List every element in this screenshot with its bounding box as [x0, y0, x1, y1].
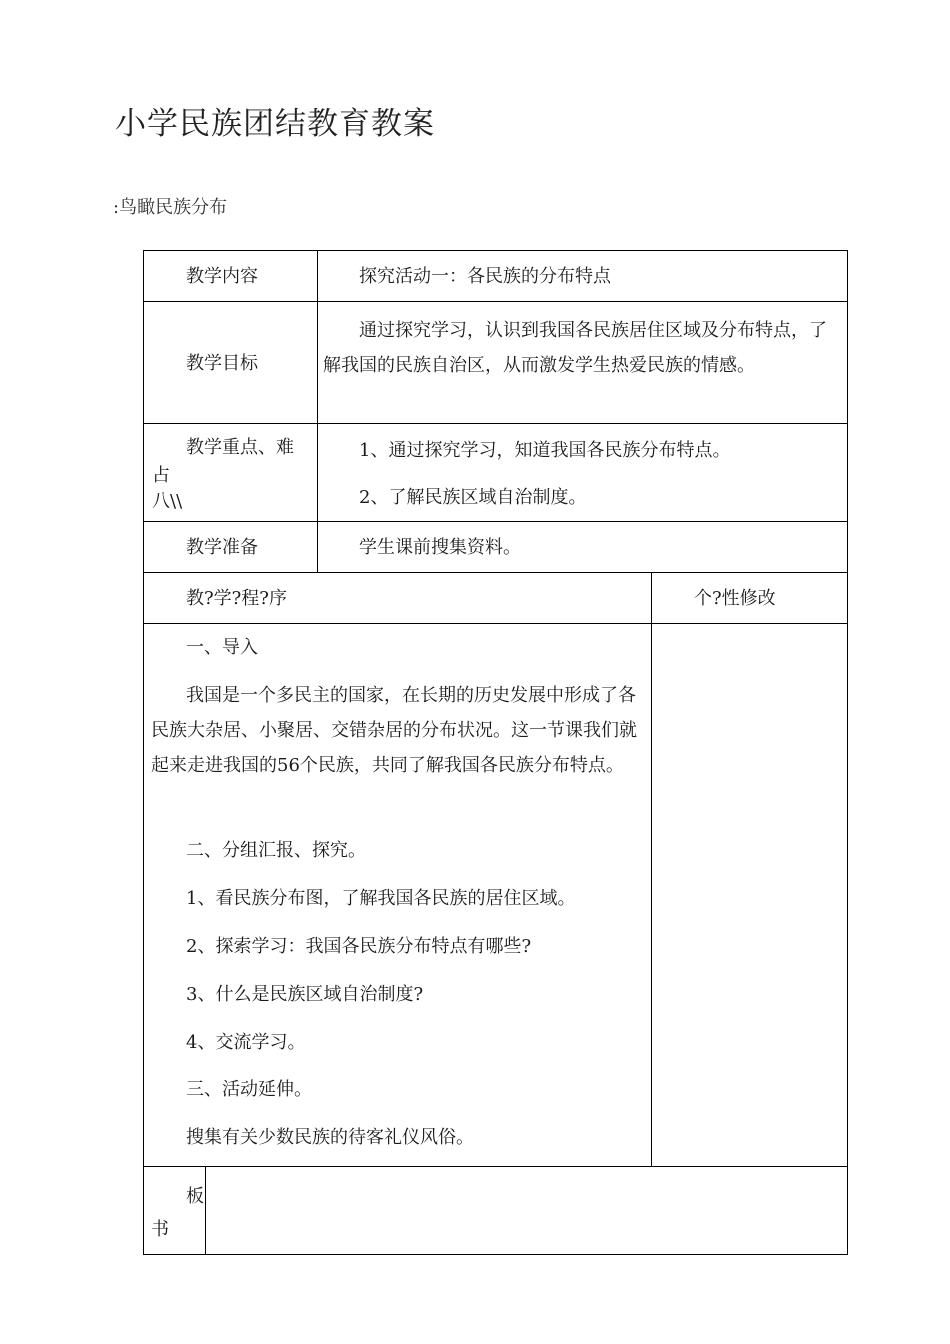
key-label-line1: 教学重点、难 [186, 437, 294, 458]
content-label: 教学内容 [186, 266, 258, 287]
board-label-line2: 书 [151, 1219, 169, 1240]
row-divider [143, 623, 848, 624]
table-border-left [143, 250, 144, 1255]
goal-value: 通过探究学习，认识到我国各民族居住区域及分布特点，了解我国的民族自治区，从而激发学生热爱民族的情感。 [323, 320, 827, 376]
procedure-paragraph-extension: 搜集有关少数民族的待客礼仪风俗。 [186, 1127, 474, 1148]
table-border-bottom [143, 1254, 848, 1255]
content-value: 探究活动一：各民族的分布特点 [359, 266, 611, 287]
procedure-header: 教?学?程?序 [186, 588, 287, 609]
key-point-2: 2、了解民族区域自治制度。 [359, 487, 587, 508]
lesson-plan-table [143, 250, 848, 1255]
row-divider [143, 423, 848, 424]
goal-label: 教学目标 [186, 353, 258, 374]
label-column-divider [317, 250, 318, 573]
board-column-divider [205, 1166, 206, 1255]
procedure-section-intro: 一、导入 [186, 637, 258, 658]
row-divider [143, 1166, 848, 1167]
board-label-line1: 板 [186, 1186, 204, 1207]
procedure-item: 2、探索学习：我国各民族分布特点有哪些? [186, 936, 532, 957]
procedure-section-extension: 三、活动延伸。 [186, 1079, 312, 1100]
procedure-column-divider [651, 572, 652, 1167]
table-border-right [847, 250, 848, 1255]
procedure-item: 3、什么是民族区域自治制度? [186, 984, 424, 1005]
key-label-line3: 八\\ [152, 491, 183, 512]
key-label-line2: 占 [152, 465, 170, 486]
key-point-1: 1、通过探究学习，知道我国各民族分布特点。 [359, 440, 731, 461]
procedure-section-report: 二、分组汇报、探究。 [186, 840, 366, 861]
page-title: 小学民族团结教育教案 [115, 106, 435, 142]
prep-value: 学生课前搜集资料。 [359, 537, 521, 558]
table-border-top [143, 250, 848, 251]
procedure-item: 1、看民族分布图，了解我国各民族的居住区域。 [186, 888, 576, 909]
page-subtitle: :鸟瞰民族分布 [113, 197, 228, 218]
row-divider [143, 301, 848, 302]
row-divider [143, 521, 848, 522]
row-divider [143, 572, 848, 573]
procedure-paragraph-intro: 我国是一个多民主的国家，在长期的历史发展中形成了各民族大杂居、小聚居、交错杂居的分布状况。这一节课我们就起来走进我国的56个民族，共同了解我国各民族分布特点。 [151, 685, 637, 776]
revision-header: 个?性修改 [694, 588, 776, 609]
prep-label: 教学准备 [186, 537, 258, 558]
procedure-item: 4、交流学习。 [186, 1032, 306, 1053]
